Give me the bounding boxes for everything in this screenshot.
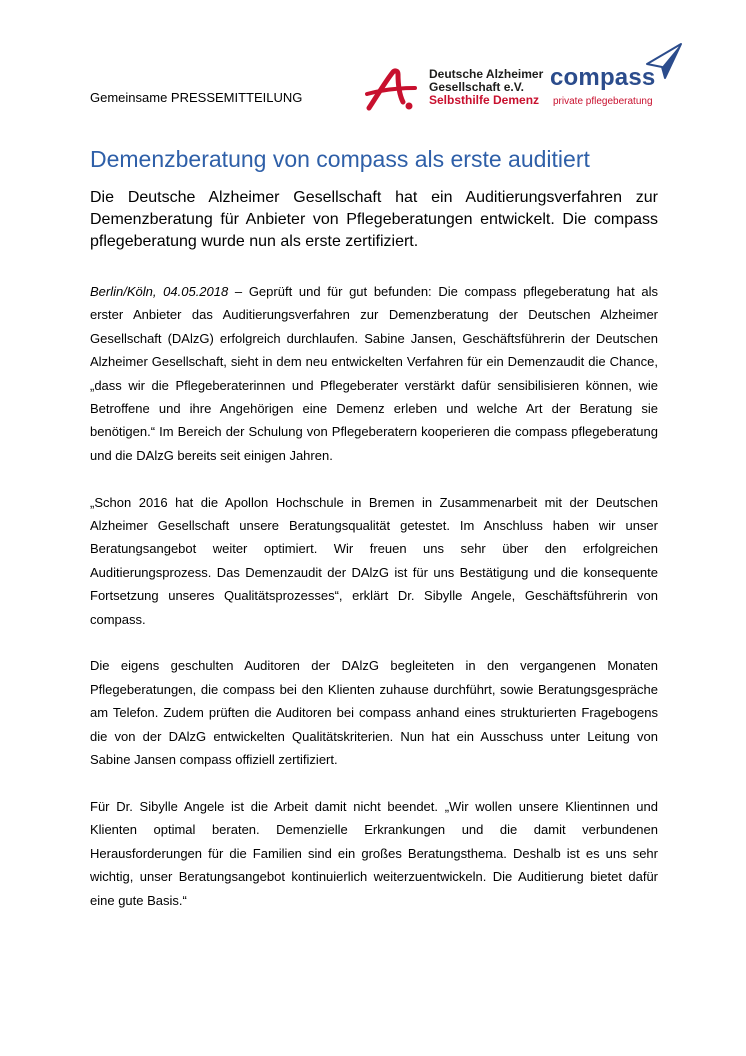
body-text [90, 280, 658, 912]
dalzg-logo-mark-icon [365, 68, 423, 112]
dalzg-tagline: Selbsthilfe Demenz [429, 93, 540, 107]
body-paragraph-3: Die eigens geschulten Auditoren der DAlzG begleiteten in den vergangenen Monaten Pflegeberatungen, die compass bei den Klienten zuhause durchführt, sowie Beratungsgespräche am Telefon. Zudem prüften die Auditoren bei compass anhand eines strukturierten Fragebogens die von der DAlzG entwickelten Qualitätskriterien. Nun hat ein Ausschuss unter Leitung von Sabine Jansen compass offiziell zertifiziert. [90, 658, 658, 768]
dalzg-name-line2: Gesellschaft e.V. [429, 80, 524, 94]
dalzg-logo [365, 64, 545, 112]
document-label: Gemeinsame PRESSEMITTEILUNG [90, 90, 303, 105]
dateline: Berlin/Köln, 04.05.2018 [90, 284, 229, 299]
body-paragraph-1 [90, 280, 658, 467]
body-paragraph-4: Für Dr. Sibylle Angele ist die Arbeit damit nicht beendet. „Wir wollen unsere Klientinnen und Klienten optimal beraten. Demenzielle Erkrankungen und die damit verbundenen Herausforderungen für die Familien sind ein großes Beratungsthema. Deshalb ist es uns sehr wichtig, unser Beratungsangebot kontinuierlich weiterzuentwickeln. Die Auditierung bietet dafür eine gute Basis.“ [90, 798, 658, 908]
paragraph-1-text: – Geprüft und für gut befunden: Die compass pflegeberatung hat als erster Anbieter das Auditierungsverfahren zur Demenzberatung der Deutschen Alzheimer Gesellschaft (DAlzG) erfolgreich durchlaufen. Sabine Jansen, Geschäftsführerin der Deutschen Alzheimer Gesellschaft, sieht in dem neu entwickelten Verfahren für ein Demenzaudit die Chance, „dass wir die Pflegeberaterinnen und Pflegeberater verstärkt dafür sensibilisieren können, wie Betroffene und ihre Angehörigen eine Demenz erleben und welche Art der Beratung sie benötigen.“ Im Bereich der Schulung von Pflegeberatern kooperieren die compass pflegeberatung und die DAlzG bereits seit einigen Jahren. [90, 284, 659, 463]
body-paragraph-2: „Schon 2016 hat die Apollon Hochschule in Bremen in Zusammenarbeit mit der Deutschen Alzheimer Gesellschaft unsere Beratungsqualität getestet. Im Anschluss haben wir unser Beratungsangebot weiter optimiert. Wir freuen uns sehr über den erfolgreichen Auditierungsprozess. Das Demenzaudit der DAlzG ist für uns Bestätigung und die konsequente Fortsetzung unseres Qualitätsprozesses“, erklärt Dr. Sibylle Angele, Geschäftsführerin von compass. [90, 494, 658, 627]
dalzg-name-line1: Deutsche Alzheimer [429, 67, 544, 81]
headline: Demenzberatung von compass als erste auditiert [90, 146, 590, 172]
compass-wordmark: compass [550, 64, 656, 91]
lead-paragraph: Die Deutsche Alzheimer Gesellschaft hat ein Auditierungsverfahren zur Demenzberatung für Anbieter von Pflegeberatungen entwickelt. Die compass pflegeberatung wurde nun als erste zertifiziert. [90, 189, 658, 250]
compass-tagline: private pflegeberatung [553, 96, 653, 107]
compass-logo [548, 42, 688, 114]
